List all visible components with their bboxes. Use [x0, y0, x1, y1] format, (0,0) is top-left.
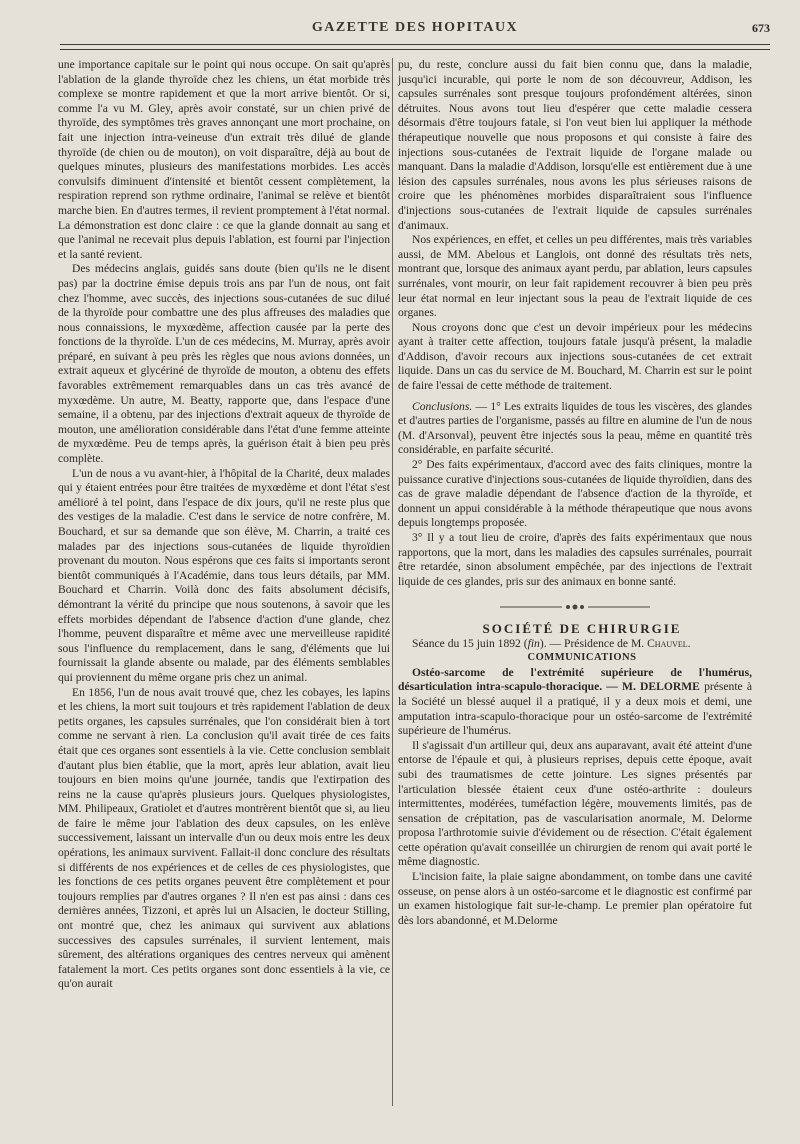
- ornament-rule-icon: [500, 603, 650, 611]
- section-title: SOCIÉTÉ DE CHIRURGIE: [482, 620, 682, 636]
- paragraph: Nos expériences, en effet, et celles un peu différentes, mais très variables aussi, de MM. Abelous et Langlois, ont donné des résultats très nets, montrant que, lorsque des animaux ayant perdu, par ablation, leurs capsules surrénales, vont mourir, on leur fait rapidement recouvrer à bien peu près leur état normal en leur injectant sous la peau de l'extrait liquide de ces organes.: [398, 233, 752, 320]
- header-rule: [60, 44, 770, 45]
- conclusion-3: 3° Il y a tout lieu de croire, d'après des faits expérimentaux que nous rapportons, que la mort, dans les maladies des capsules surrénales, pourrait être retardée, sinon absolument empêchée, par des injections de l'extrait liquide de ces glandes, pris sur des animaux en bonne santé.: [398, 531, 752, 588]
- communications-heading: COMMUNICATIONS: [527, 652, 637, 664]
- conclusions-paragraph: [398, 400, 752, 458]
- paragraph: En 1856, l'un de nous avait trouvé que, chez les cobayes, les lapins et les chiens, la mort suit toujours et très rapidement l'ablation de deux petits organes, les capsules surrénales, que l'on considérait bien à tort comme ne servant à rien. La conclusion qu'il avait tirée de ces faits était que ces organes sont essentiels à la vie. Cette conclusion semblait d'autant plus bien établie, que la mort, après leur ablation, avait lieu toujours en bien moins qu'une journée, tandis que l'extirpation des reins ne la cause qu'après plusieurs jours. Quelques physiologistes, MM. Philipeaux, Gratiolet et d'autres montrèrent bientôt que si, au lieu de faire le même jour l'ablation des deux capsules, on les enlève successivement, laissant un intervalle d'un ou deux mois entre les deux opérations, les animaux survivent. Fallait-il donc conclure des résultats si différents de nos expériences et de celles de ces physiologistes, que les fonctions de ces petits organes peuvent être complètement et pour toujours remplies par d'autres organes ? Il n'en est pas ainsi : dans ces dernières années, Tizzoni, et après lui un Alsacien, le docteur Stilling, ont montré que, chez les animaux qui survivent aux ablations successives des capsules surrénales, il survient lentement, mais sûrement, des altérations organiques des centres nerveux qui amènent fatalement la mort. Ces petits organes sont donc essentiels à la vie, ce qu'on aurait: [58, 685, 390, 991]
- section-ornament: [398, 601, 752, 616]
- conclusions-label: Conclusions.: [412, 399, 473, 413]
- communication-paragraph: Ostéo-sarcome de l'extrémité supérieure de l'humérus, désarticulation intra-scapulo-thoracique. — M. DELORME présente à la Société un blessé auquel il a pratiqué, il y a deux mois et demi, une amputation intra-scapulo-thoracique pour un ostéo-sarcome de l'extrémité supérieure de l'humérus.: [398, 665, 752, 738]
- communication-title: Ostéo-sarcome de l'extrémité supérieure de l'humérus, désarticulation intra-scapulo-thoracique. — M. DELORME: [398, 665, 752, 694]
- paragraph: pu, du reste, conclure aussi du fait bien connu que, dans la maladie, jusqu'ici incurable, qui porte le nom de son découvreur, Addison, les capsules surrénales sont presque toujours profondément altérées, sinon détruites. Nous avons tout lieu d'espérer que cette maladie cessera désormais d'être toujours fatale, si l'on veut bien lui appliquer la méthode thérapeutique nouvelle que nous proposons et qui consiste à faire des injections sous-cutanées de l'extrait liquide de l'organe malade ou manquant. Dans la maladie d'Addison, lorsqu'elle est entièrement due à une lésion des capsules surrénales, nous avons les plus sérieuses raisons de croire que les phénomènes morbides disparaîtraient sous l'influence d'injections sous-cutanées de l'extrait liquide de capsules surrénales d'animaux.: [398, 58, 752, 232]
- conclusion-1: — 1° Les extraits liquides de tous les viscères, des glandes et d'autres parties de l'organisme, passés au filtre en alumine de l'un de nous (M. d'Arsonval), peuvent être injectés sous la peau, même en quantité très considérable, en parfaite sécurité.: [398, 399, 752, 457]
- column-divider: [392, 58, 393, 1106]
- president-name: Chauvel.: [647, 636, 691, 650]
- left-column: [58, 58, 390, 992]
- page-number: 673: [752, 21, 770, 35]
- session-line: Séance du 15 juin 1892 (fin). — Présidence de M. Chauvel.: [412, 636, 691, 650]
- header-rule-secondary: [60, 49, 770, 50]
- paragraph: une importance capitale sur le point qui nous occupe. On sait qu'après l'ablation de la glande thyroïde chez les chiens, un état morbide très complexe se montre rapidement et que la mort arrive bientôt. Or si, comme l'a vu M. Gley, après avoir constaté, sur un chien privé de thyroïde, des symptômes très graves annonçant une mort prochaine, on fait une injection intra-veineuse d'un extrait très dilué de glande thyroïde (de chien ou de mouton), on voit disparaître, déjà au bout de quelques minutes, plusieurs des manifestations morbides. Les accès convulsifs diminuent d'intensité et bientôt cessent complètement, la respiration reprend son rythme ordinaire, l'animal se relève et bientôt marche bien. En d'autres termes, il revient promptement à l'état normal. La démonstration est donc claire : ce que la glande donnait au sang et que l'animal ne recevait plus depuis l'ablation, est fourni par l'injection et la santé revient.: [58, 58, 390, 261]
- paragraph: Il s'agissait d'un artilleur qui, deux ans auparavant, avait été atteint d'une entorse de l'épaule et qui, à plusieurs reprises, depuis cette époque, avait subi des traumatismes de cette jointure. Les signes présentés par l'articulation blessée étaient ceux d'une ostéo-arthrite : douleurs intermittentes, modérées, tuméfaction légère, mouvements limités, pas de sensation de crépitation, pas de vascularisation anormale, M. Delorme proposa l'arthrotomie suivie d'évidement ou de résection. C'était également cette opération qu'avait conseillée un chirurgien de renom qui avait porté le même diagnostic.: [398, 738, 752, 869]
- paragraph: L'incision faite, la plaie saigne abondamment, on tombe dans une cavité osseuse, on pense alors à un ostéo-sarcome et le diagnostic est confirmé par un examen histologique fait sur-le-champ. Le premier plan opératoire fut dès lors abandonné, et M.Delorme: [398, 870, 752, 927]
- conclusion-2: 2° Des faits expérimentaux, d'accord avec des faits cliniques, montre la puissance curative d'injections sous-cutanées de liquide thyroïdien, dans des cas de grave maladie dépendant de l'absence d'action de la thyroïde, et donnent un appui considérable à la méthode thérapeutique que nous avons depuis longtemps proposée.: [398, 458, 752, 530]
- paragraph: Des médecins anglais, guidés sans doute (bien qu'ils ne le disent pas) par la doctrine émise depuis trois ans par l'un de nous, ont fait chez l'homme, avec succès, des injections sous-cutanées de suc dilué de la thyroïde pour combattre une des plus affreuses des maladies que nous connaissions, le myxœdème, affection causée par la perte des fonctions de la thyroïde. L'un de ces médecins, M. Murray, après avoir préparé, en suivant à peu près les règles que nous avions données, un extrait aqueux et glycériné de thyroïde de mouton, a obtenu des effets favorables extrêmement remarquables dans un cas très avancé de myxœdème. Un autre, M. Beatty, rapporte que, dans l'espace d'une semaine, il a obtenu, par des injections d'extrait aqueux de thyroïde de mouton, une amélioration considérable dans l'état d'une femme atteinte de myxœdème. Peu de temps après, la guérison était à bien peu près complète.: [58, 262, 390, 466]
- paragraph: Nous croyons donc que c'est un devoir impérieux pour les médecins ayant à traiter cette affection, toujours fatale jusqu'à présent, la maladie d'Addison, d'avoir recours aux injections sous-cutanées de cet extrait liquide. Dans un cas du service de M. Bouchard, M. Charrin est sur le point de faire l'essai de cette méthode de traitement.: [398, 320, 752, 393]
- running-head: [60, 20, 770, 40]
- paragraph: L'un de nous a vu avant-hier, à l'hôpital de la Charité, deux malades qui y étaient entrées pour être traitées de myxœdème et dont l'état s'est amélioré à tel point, dans l'espace de dix jours, qu'il ne reste plus que des vestiges de la maladie. C'est dans le service de notre confrère, M. Bouchard, et sur sa demande que son élève, M. Charrin, a traité ces malades par des injections sous-cutanées de liquide thyroïdien provenant du mouton. Nous espérons que ces faits si importants seront bientôt communiqués à l'Académie, dans tous leurs détails, par MM. Bouchard et Charrin. Voilà donc des faits absolument décisifs, démontrant la vérité du principe que nous soutenons, à savoir que les effets morbides dépendant de l'absence d'action d'une glande, chez l'homme, peuvent disparaître et même avec une merveilleuse rapidité sous l'influence du remplacement, dans le sang, d'éléments que lui fournissait la glande absente ou malade, par des éléments semblables qui proviennent du même organe pris chez un animal.: [58, 466, 390, 684]
- journal-title: GAZETTE DES HOPITAUX: [311, 20, 519, 35]
- right-column: [398, 58, 752, 928]
